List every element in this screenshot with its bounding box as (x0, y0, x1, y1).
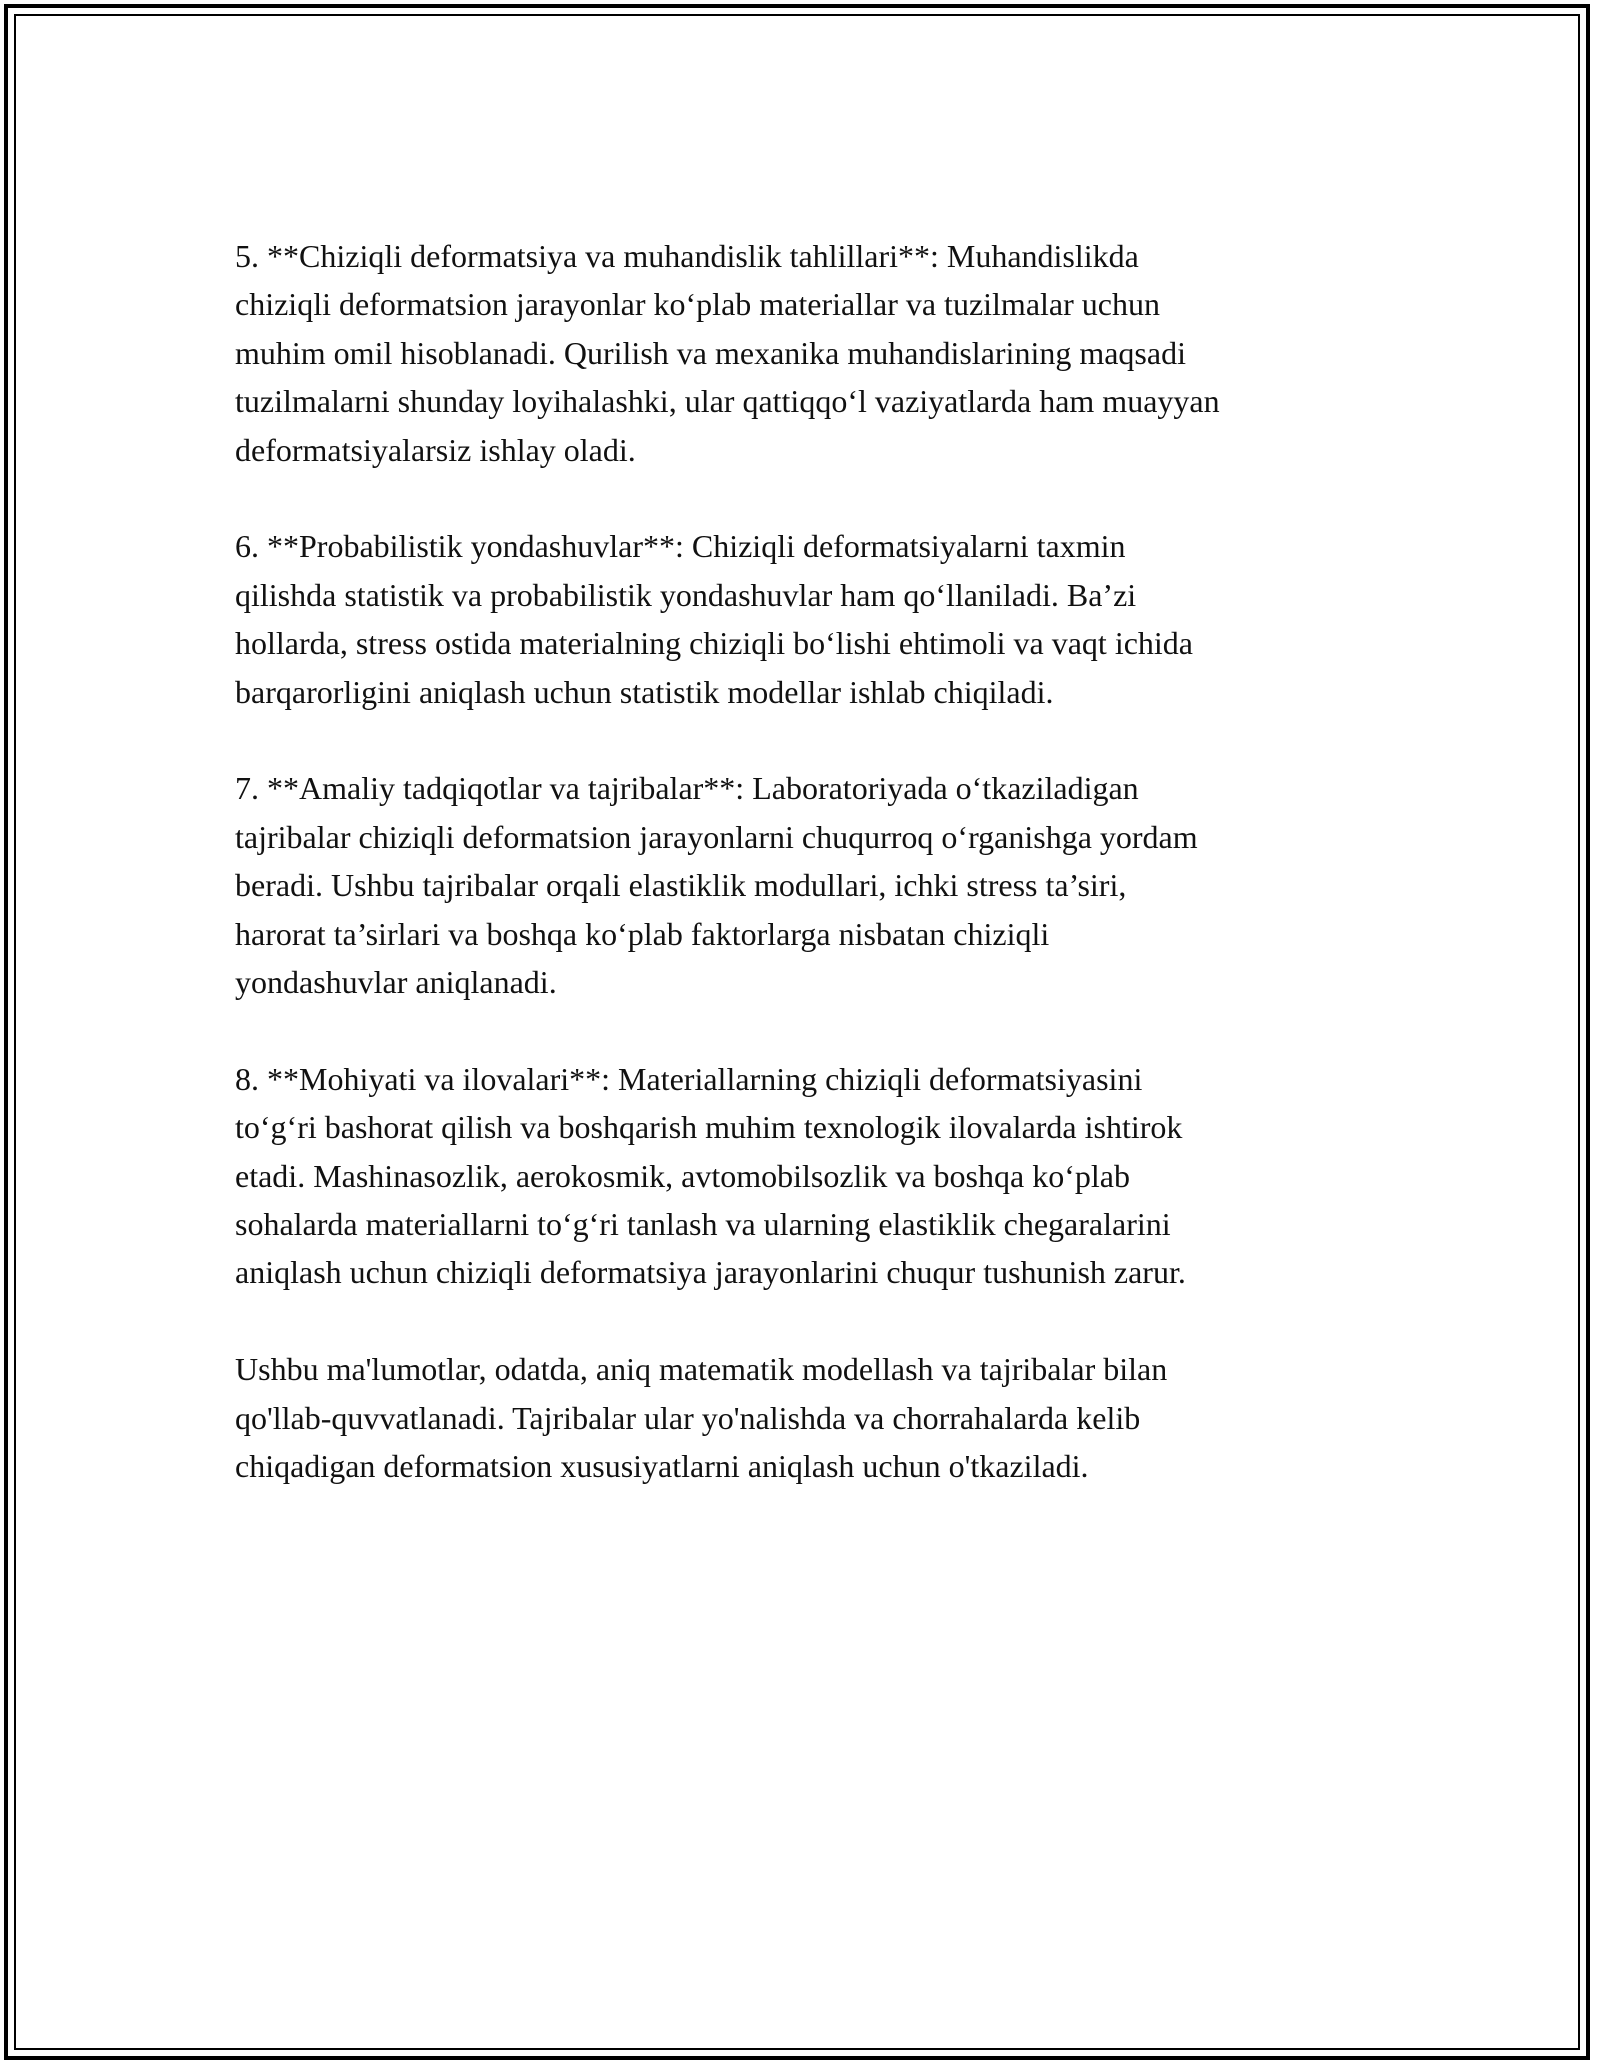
text-line: chiqadigan deformatsion xususiyatlarni aniqlash uchun o'tkaziladi. (235, 1448, 1089, 1485)
text-line: barqarorligini aniqlash uchun statistik modellar ishlab chiqiladi. (235, 673, 1054, 710)
text-line: 6. **Probabilistik yondashuvlar**: Chiziqli deformatsiyalarni taxmin (235, 528, 1126, 565)
text-line: Ushbu ma'lumotlar, odatda, aniq matematik modellash va tajribalar bilan (235, 1351, 1168, 1388)
text-line: 5. **Chiziqli deformatsiya va muhandislik tahlillari**: Muhandislikda (235, 238, 1139, 274)
text-line: chiziqli deformatsion jarayonlar ko‘plab materiallar va tuzilmalar uchun (235, 286, 1160, 323)
text-line: beradi. Ushbu tajribalar orqali elastiklik modullari, ichki stress ta’siri, (235, 867, 1127, 904)
text-line: sohalarda materiallarni to‘g‘ri tanlash va ularning elastiklik chegaralarini (235, 1206, 1171, 1243)
text-line: qo'llab-quvvatlanadi. Tajribalar ular yo'nalishda va chorrahalarda kelib (235, 1399, 1141, 1436)
text-line: to‘g‘ri bashorat qilish va boshqarish muhim texnologik ilovalarda ishtirok (235, 1109, 1183, 1146)
paragraph-8 (235, 1055, 1385, 1297)
paragraph-summary (235, 1345, 1385, 1490)
text-line: muhim omil hisoblanadi. Qurilish va mexanika muhandislarining maqsadi (235, 334, 1186, 371)
text-line: hollarda, stress ostida materialning chiziqli bo‘lishi ehtimoli va vaqt ichida (235, 625, 1193, 662)
paragraph-6 (235, 522, 1385, 716)
text-line: harorat ta’sirlari va boshqa ko‘plab faktorlarga nisbatan chiziqli (235, 915, 1050, 952)
paragraph-5 (235, 232, 1385, 474)
text-line: deformatsiyalarsiz ishlay oladi. (235, 431, 636, 468)
document-body (235, 232, 1385, 1539)
paragraph-7 (235, 764, 1385, 1006)
text-line: tajribalar chiziqli deformatsion jarayonlarni chuqurroq o‘rganishga yordam (235, 818, 1198, 855)
text-line: aniqlash uchun chiziqli deformatsiya jarayonlarini chuqur tushunish zarur. (235, 1254, 1186, 1291)
text-line: 8. **Mohiyati va ilovalari**: Materiallarning chiziqli deformatsiyasini (235, 1060, 1143, 1097)
text-line: qilishda statistik va probabilistik yondashuvlar ham qo‘llaniladi. Ba’zi (235, 576, 1137, 613)
text-line: etadi. Mashinasozlik, aerokosmik, avtomobilsozlik va boshqa ko‘plab (235, 1157, 1130, 1194)
text-line: tuzilmalarni shunday loyihalashki, ular qattiqqo‘l vaziyatlarda ham muayyan (235, 383, 1220, 420)
text-line: yondashuvlar aniqlanadi. (235, 964, 557, 1001)
text-line: 7. **Amaliy tadqiqotlar va tajribalar**: Laboratoriyada o‘tkaziladigan (235, 770, 1139, 807)
